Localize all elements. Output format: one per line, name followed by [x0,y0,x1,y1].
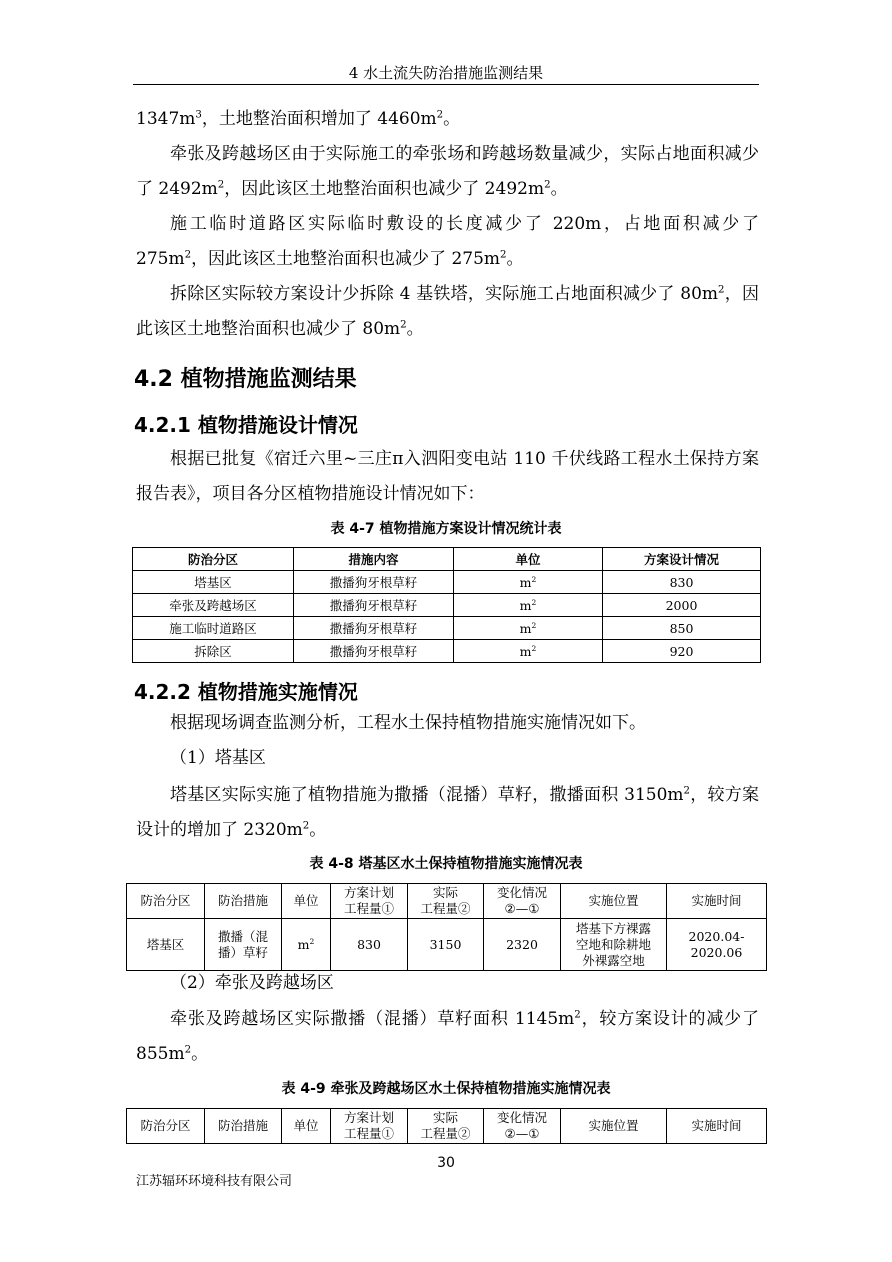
table-header-cell: 防治分区 [127,1109,205,1144]
paragraph-tower-area: 塔基区实际实施了植物措施为撒播（混播）草籽，撒播面积 $3150m^2$，较方案设计的增加了 $2320m^2$。 [136,785,759,840]
table-cell: 塔基区 [133,571,294,594]
table-cell-unit: $m^2$ [282,919,331,971]
paragraph-tension-area-implementation: 牵张及跨越场区实际撒播（混播）草籽面积 $1145m^2$，较方案设计的减少了 $855m^2$。 [136,1009,759,1064]
table-4-9-caption: 表 4-9 牵张及跨越场区水土保持植物措施实施情况表 [281,1081,611,1097]
table-header-cell: 单位 [282,884,331,919]
table-cell: 撒播狗牙根草籽 [294,594,454,617]
table-cell-unit: $m^2$ [454,571,603,594]
table-4-8-caption: 表 4-8 塔基区水土保持植物措施实施情况表 [309,856,583,872]
table-header-cell: 方案设计情况 [603,548,761,571]
table-header-cell: 实施位置 [561,1109,667,1144]
table-cell: 830 [603,571,761,594]
table-cell: 850 [603,617,761,640]
table-row [133,617,761,640]
running-header: 4 水土流失防治措施监测结果 [348,64,544,82]
paragraph-design-intro: 根据已批复《宿迁六里~三庄π入泗阳变电站 110 千伏线路工程水土保持方案报告表》，项目各分区植物措施设计情况如下： [136,449,759,504]
table-cell: 撒播狗牙根草籽 [294,571,454,594]
table-row [133,571,761,594]
paragraph-temp-road: 施工临时道路区实际临时敷设的长度减少了 220m，占地面积减少了 $275m^2$，因此该区土地整治面积也减少了 $275m^2$。 [136,214,759,269]
table-cell: 施工临时道路区 [133,617,294,640]
table-cell-unit: $m^2$ [454,617,603,640]
header-rule [133,84,759,85]
table-row [127,919,767,971]
table-header-cell: 单位 [282,1109,331,1144]
section-heading-4-2-2: 4.2.2 植物措施实施情况 [134,680,358,704]
table-cell: 2020.04- 2020.06 [667,919,767,971]
table-cell-unit: $m^2$ [454,640,603,663]
item-tension-area: （2）牵张及跨越场区 [170,973,334,993]
paragraph-demolition: 拆除区实际较方案设计少拆除 4 基铁塔，实际施工占地面积减少了 $80m^2$，因此该区土地整治面积也减少了 $80m^2$。 [136,284,759,339]
paragraph-land-increase: $1347m^3$，土地整治面积增加了 $4460m^2$。 [136,109,461,129]
table-cell: 撒播（混 播）草籽 [205,919,282,971]
table-cell: 920 [603,640,761,663]
table-cell: 塔基下方裸露 空地和除耕地 外裸露空地 [561,919,667,971]
table-cell: 牵张及跨越场区 [133,594,294,617]
table-4-8 [126,883,767,971]
paragraph-tension-area: 牵张及跨越场区由于实际施工的牵张场和跨越场数量减少，实际占地面积减少了 $2492m^2$，因此该区土地整治面积也减少了 $2492m^2$。 [136,144,759,199]
table-cell: 撒播狗牙根草籽 [294,617,454,640]
table-4-7-caption: 表 4-7 植物措施方案设计情况统计表 [330,521,562,537]
table-header-cell: 实际 工程量② [408,1109,484,1144]
table-header-cell: 防治分区 [133,548,294,571]
table-header-cell: 防治措施 [205,1109,282,1144]
table-cell: 拆除区 [133,640,294,663]
table-header-cell: 防治分区 [127,884,205,919]
table-cell: 塔基区 [127,919,205,971]
table-header-cell: 单位 [454,548,603,571]
company-name: 江苏辐环环境科技有限公司 [136,1174,293,1189]
table-4-9 [126,1108,767,1144]
table-header-cell: 实施位置 [561,884,667,919]
section-heading-4-2-1: 4.2.1 植物措施设计情况 [134,413,358,437]
table-header-cell: 实际 工程量② [408,884,484,919]
table-cell-unit: $m^2$ [454,594,603,617]
table-cell: 2320 [484,919,561,971]
table-header-cell: 方案计划 工程量① [331,884,408,919]
table-header-cell: 实施时间 [667,1109,767,1144]
item-tower-area: （1）塔基区 [170,748,266,768]
paragraph-implementation-intro: 根据现场调查监测分析，工程水土保持植物措施实施情况如下。 [170,713,646,733]
section-heading-4-2: 4.2 植物措施监测结果 [134,367,357,392]
table-cell: 撒播狗牙根草籽 [294,640,454,663]
table-header-cell: 实施时间 [667,884,767,919]
table-header-cell: 方案计划 工程量① [331,1109,408,1144]
table-row [133,640,761,663]
table-cell: 830 [331,919,408,971]
table-cell: 3150 [408,919,484,971]
table-header-cell: 防治措施 [205,884,282,919]
table-4-7 [132,547,761,663]
table-header-cell: 变化情况 ②—① [484,1109,561,1144]
table-header-cell: 措施内容 [294,548,454,571]
table-header-cell: 变化情况 ②—① [484,884,561,919]
table-row [133,594,761,617]
page-number: 30 [437,1155,455,1171]
table-cell: 2000 [603,594,761,617]
